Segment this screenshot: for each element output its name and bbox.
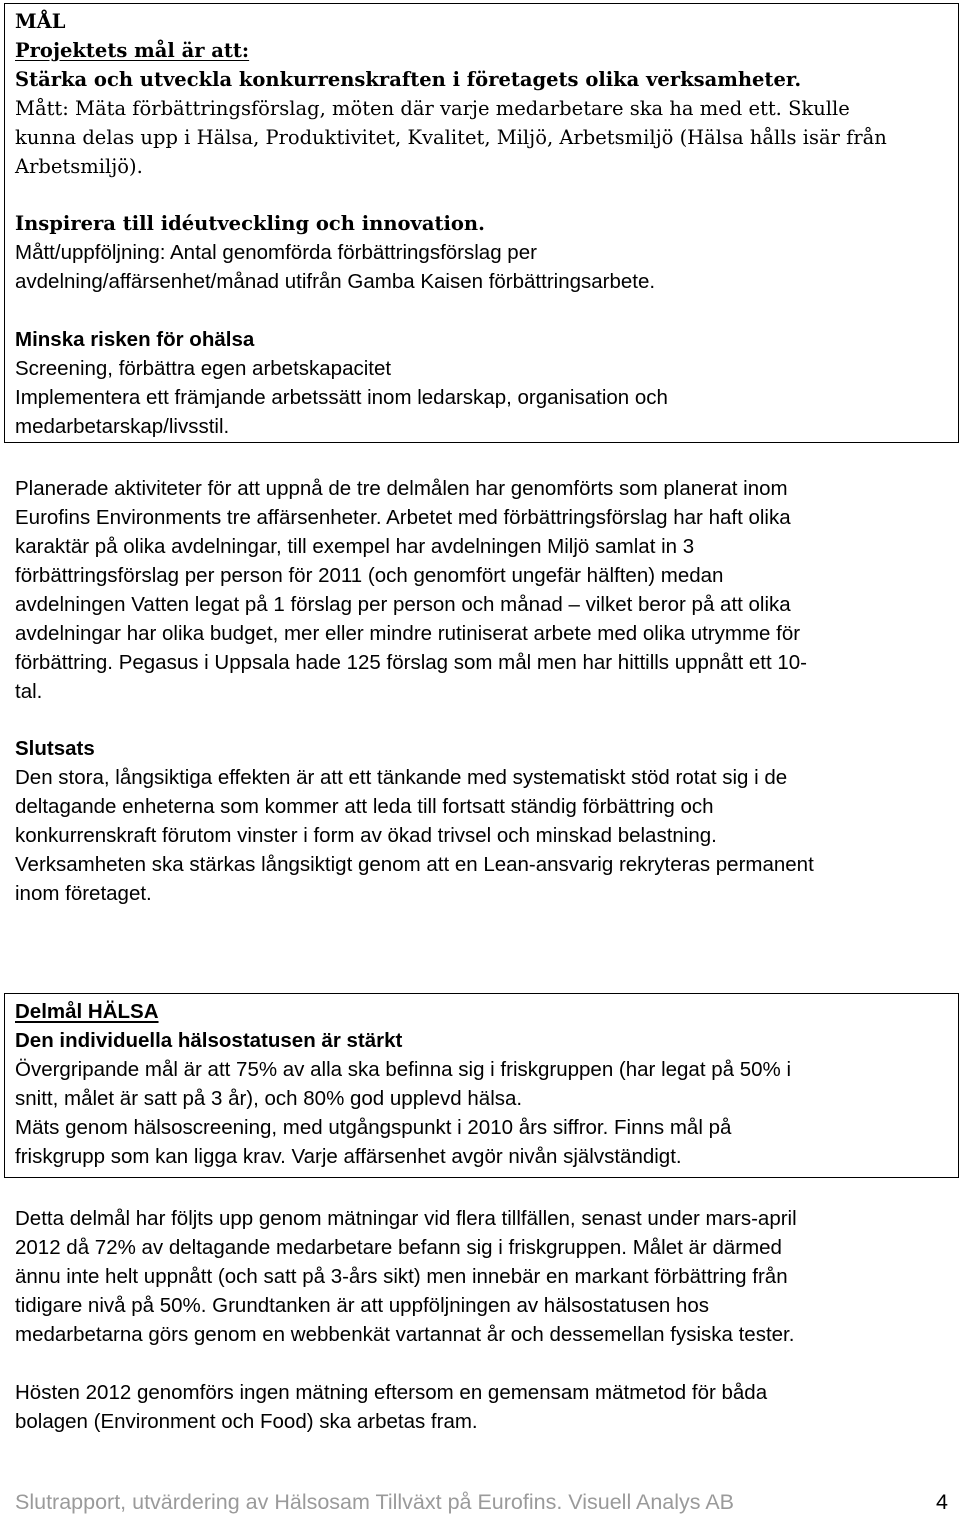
autumn-line: Hösten 2012 genomförs ingen mätning eftersom en gemensam mätmetod för båda — [15, 1381, 768, 1404]
activities-line: förbättringsförslag per person för 2011 (och genomfört ungefär hälften) medan — [15, 564, 724, 587]
followup-line: Detta delmål har följts upp genom mätningar vid flera tillfällen, senast under mars-april — [15, 1207, 797, 1230]
goal2-title: Inspirera till idéutveckling och innovation. — [15, 212, 485, 235]
conclusion-line: deltagande enheterna som kommer att leda till fortsatt ständig förbättring och — [15, 795, 714, 818]
page-footer: Slutrapport, utvärdering av Hälsosam Tillväxt på Eurofins. Visuell Analys AB — [15, 1490, 735, 1514]
activities-line: avdelningen Vatten legat på 1 förslag per person och månad – vilket beror på att olika — [15, 593, 791, 616]
health-goal-line: Mäts genom hälsoscreening, med utgångspunkt i 2010 års siffror. Finns mål på — [15, 1116, 732, 1139]
conclusion-line: Den stora, långsiktiga effekten är att ett tänkande med systematiskt stöd rotat sig i de — [15, 766, 788, 789]
goal1-text-line: Mått: Mäta förbättringsförslag, möten där varje medarbetare ska ha med ett. Skulle — [15, 97, 850, 120]
activities-line: karaktär på olika avdelningar, till exempel har avdelningen Miljö samlat in 3 — [15, 535, 695, 558]
goal1-title: Stärka och utveckla konkurrenskraften i företagets olika verksamheter. — [15, 68, 802, 91]
activities-line: Eurofins Environments tre affärsenheter. Arbetet med förbättringsförslag har haft olika — [15, 506, 791, 529]
goal2-text-line: avdelning/affärsenhet/månad utifrån Gamba Kaisen förbättringsarbete. — [15, 270, 656, 293]
goals-heading: MÅL — [15, 10, 66, 33]
health-goal-heading: Delmål HÄLSA — [15, 1000, 159, 1023]
conclusion-line: konkurrenskraft förutom vinster i form av ökad trivsel och minskad belastning. — [15, 824, 717, 847]
followup-line: tidigare nivå på 50%. Grundtanken är att uppföljningen av hälsostatusen hos — [15, 1294, 710, 1317]
goal3-text-line: Implementera ett främjande arbetssätt inom ledarskap, organisation och — [15, 386, 668, 409]
activities-line: förbättring. Pegasus i Uppsala hade 125 förslag som mål men har hittills uppnått ett 10- — [15, 651, 807, 674]
followup-line: medarbetarna görs genom en webbenkät vartannat år och dessemellan fysiska tester. — [15, 1323, 795, 1346]
goal3-text-line: medarbetarskap/livsstil. — [15, 415, 230, 438]
conclusion-heading: Slutsats — [15, 737, 95, 760]
page-number: 4 — [936, 1490, 948, 1514]
health-goal-line: Övergripande mål är att 75% av alla ska befinna sig i friskgruppen (har legat på 50% i — [15, 1058, 792, 1081]
health-goal-subheading: Den individuella hälsostatusen är stärkt — [15, 1029, 403, 1052]
followup-line: 2012 då 72% av deltagande medarbetare befann sig i friskgruppen. Målet är därmed — [15, 1236, 782, 1259]
conclusion-line: Verksamheten ska stärkas långsiktigt genom att en Lean-ansvarig rekryteras permanent — [15, 853, 814, 876]
goal1-text-line: Arbetsmiljö). — [15, 155, 143, 178]
goal1-text-line: kunna delas upp i Hälsa, Produktivitet, Kvalitet, Miljö, Arbetsmiljö (Hälsa hålls isär från — [15, 126, 887, 149]
autumn-line: bolagen (Environment och Food) ska arbetas fram. — [15, 1410, 478, 1433]
health-goal-line: friskgrupp som kan ligga krav. Varje affärsenhet avgör nivån självständigt. — [15, 1145, 682, 1168]
goals-subheading: Projektets mål är att: — [15, 39, 250, 62]
followup-line: ännu inte helt uppnått (och satt på 3-års sikt) men innebär en markant förbättring från — [15, 1265, 788, 1288]
goal2-text-line: Mått/uppföljning: Antal genomförda förbättringsförslag per — [15, 241, 537, 264]
health-goal-line: snitt, målet är satt på 3 år), och 80% god upplevd hälsa. — [15, 1087, 523, 1110]
activities-line: tal. — [15, 680, 43, 703]
goal3-text-line: Screening, förbättra egen arbetskapacitet — [15, 357, 392, 380]
goal3-title: Minska risken för ohälsa — [15, 328, 255, 351]
activities-line: avdelningar har olika budget, mer eller mindre rutiniserat arbete med olika utrymme för — [15, 622, 801, 645]
conclusion-line: inom företaget. — [15, 882, 152, 905]
activities-line: Planerade aktiviteter för att uppnå de tre delmålen har genomförts som planerat inom — [15, 477, 788, 500]
